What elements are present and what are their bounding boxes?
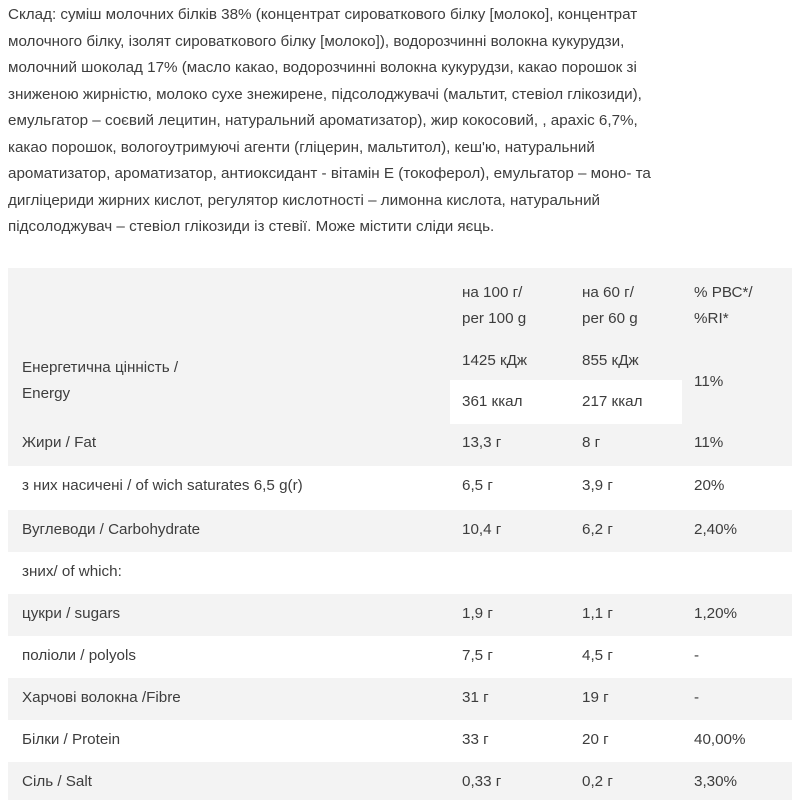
nutrient-label: Вуглеводи / Carbohydrate [22,521,201,538]
value-ri: 2,40% [694,521,738,538]
value-ri: 40,00% [694,731,746,748]
energy-kcal-per100: 361 ккал [462,393,523,410]
energy-kj-per60: 855 кДж [582,352,639,369]
table-row-energy [8,340,792,426]
table-row [8,678,792,720]
ingredients-line: емульгатор – соєвий лецитин, натуральний ароматизатор), жир кокосовий, , арахіс 6,7%, [8,112,638,129]
ingredients-line: молочний шоколад 17% (масло какао, водорозчинні волокна кукурудзи, какао порошок зі [8,59,637,76]
value-per100: 0,33 г [462,773,502,790]
value-per60: 8 г [582,434,601,451]
value-per100: 7,5 г [462,647,493,664]
ingredients-text [8,2,793,241]
value-per60: 1,1 г [582,605,613,622]
nutrient-label: Сіль / Salt [22,773,92,790]
value-ri: 3,30% [694,773,738,790]
energy-kj-per100: 1425 кДж [462,352,528,369]
table-row [8,636,792,678]
nutrient-label: Білки / Protein [22,731,121,748]
value-per100: 33 г [462,731,489,748]
header-per100: на 100 г/ [462,284,523,301]
value-ri: 11% [694,434,724,451]
energy-ri: 11% [694,373,724,390]
nutrient-label: поліоли / polyols [22,647,136,664]
ingredients-line: підсолоджувач – стевіол глікозиди із стевії. Може містити сліди яєць. [8,218,495,235]
header-per60: на 60 г/ [582,284,634,301]
value-per60: 20 г [582,731,609,748]
value-ri: - [694,647,700,664]
value-ri: 1,20% [694,605,738,622]
value-per60: 6,2 г [582,521,613,538]
header-per60: per 60 g [582,310,638,327]
ingredients-line: молочного білку, ізолят сироваткового білку [молоко]), водорозчинні волокна кукурудзи, [8,32,625,50]
energy-label: Energy [22,385,71,402]
table-row [8,510,792,552]
value-per100: 31 г [462,689,489,706]
ingredients-line: Склад: суміш молочних білків 38% (концентрат сироваткового білку [молоко], концентрат [8,6,638,23]
table-row [8,552,792,594]
value-per100: 13,3 г [462,434,502,451]
nutrient-label: Харчові волокна /Fibre [22,689,181,706]
ingredients-line: зниженою жирністю, молоко сухе знежирене, підсолоджувачі (мальтит, стевіол глікозиди), [8,85,642,103]
value-per100: 6,5 г [462,477,493,494]
value-per60: 19 г [582,689,609,706]
ingredients-line: какао порошок, вологоутримуючі агенти (гліцерин, мальтитол), кеш'ю, натуральний [8,138,595,156]
value-ri: 20% [694,477,725,494]
value-ri: - [694,689,700,706]
value-per100: 10,4 г [462,521,502,538]
table-row [8,762,792,800]
table-row [8,426,792,466]
table-header-row [8,268,792,340]
value-per60: 4,5 г [582,647,613,664]
nutrient-label: Жири / Fat [22,434,97,451]
header-ri: % РВС*/ [694,284,753,301]
ingredients-line: ароматизатор, ароматизатор, антиоксидант - вітамін Е (токоферол), емульгатор – моно- та [8,165,651,182]
nutrient-label: зних/ of which: [22,563,122,580]
table-row [8,720,792,762]
nutrition-table [8,268,792,800]
header-ri: %RI* [694,310,729,327]
table-row [8,466,792,510]
table-row [8,594,792,636]
nutrient-label: з них насичені / of wich saturates 6,5 g(r) [22,477,303,494]
energy-kcal-per60: 217 ккал [582,393,643,410]
header-per100: per 100 g [462,310,527,327]
value-per100: 1,9 г [462,605,493,622]
ingredients-line: дигліцериди жирних кислот, регулятор кислотності – лимонна кислота, натуральний [8,191,601,209]
nutrient-label: цукри / sugars [22,605,121,622]
energy-label: Енергетична цінність / [22,359,179,376]
value-per60: 3,9 г [582,477,613,494]
value-per60: 0,2 г [582,773,613,790]
